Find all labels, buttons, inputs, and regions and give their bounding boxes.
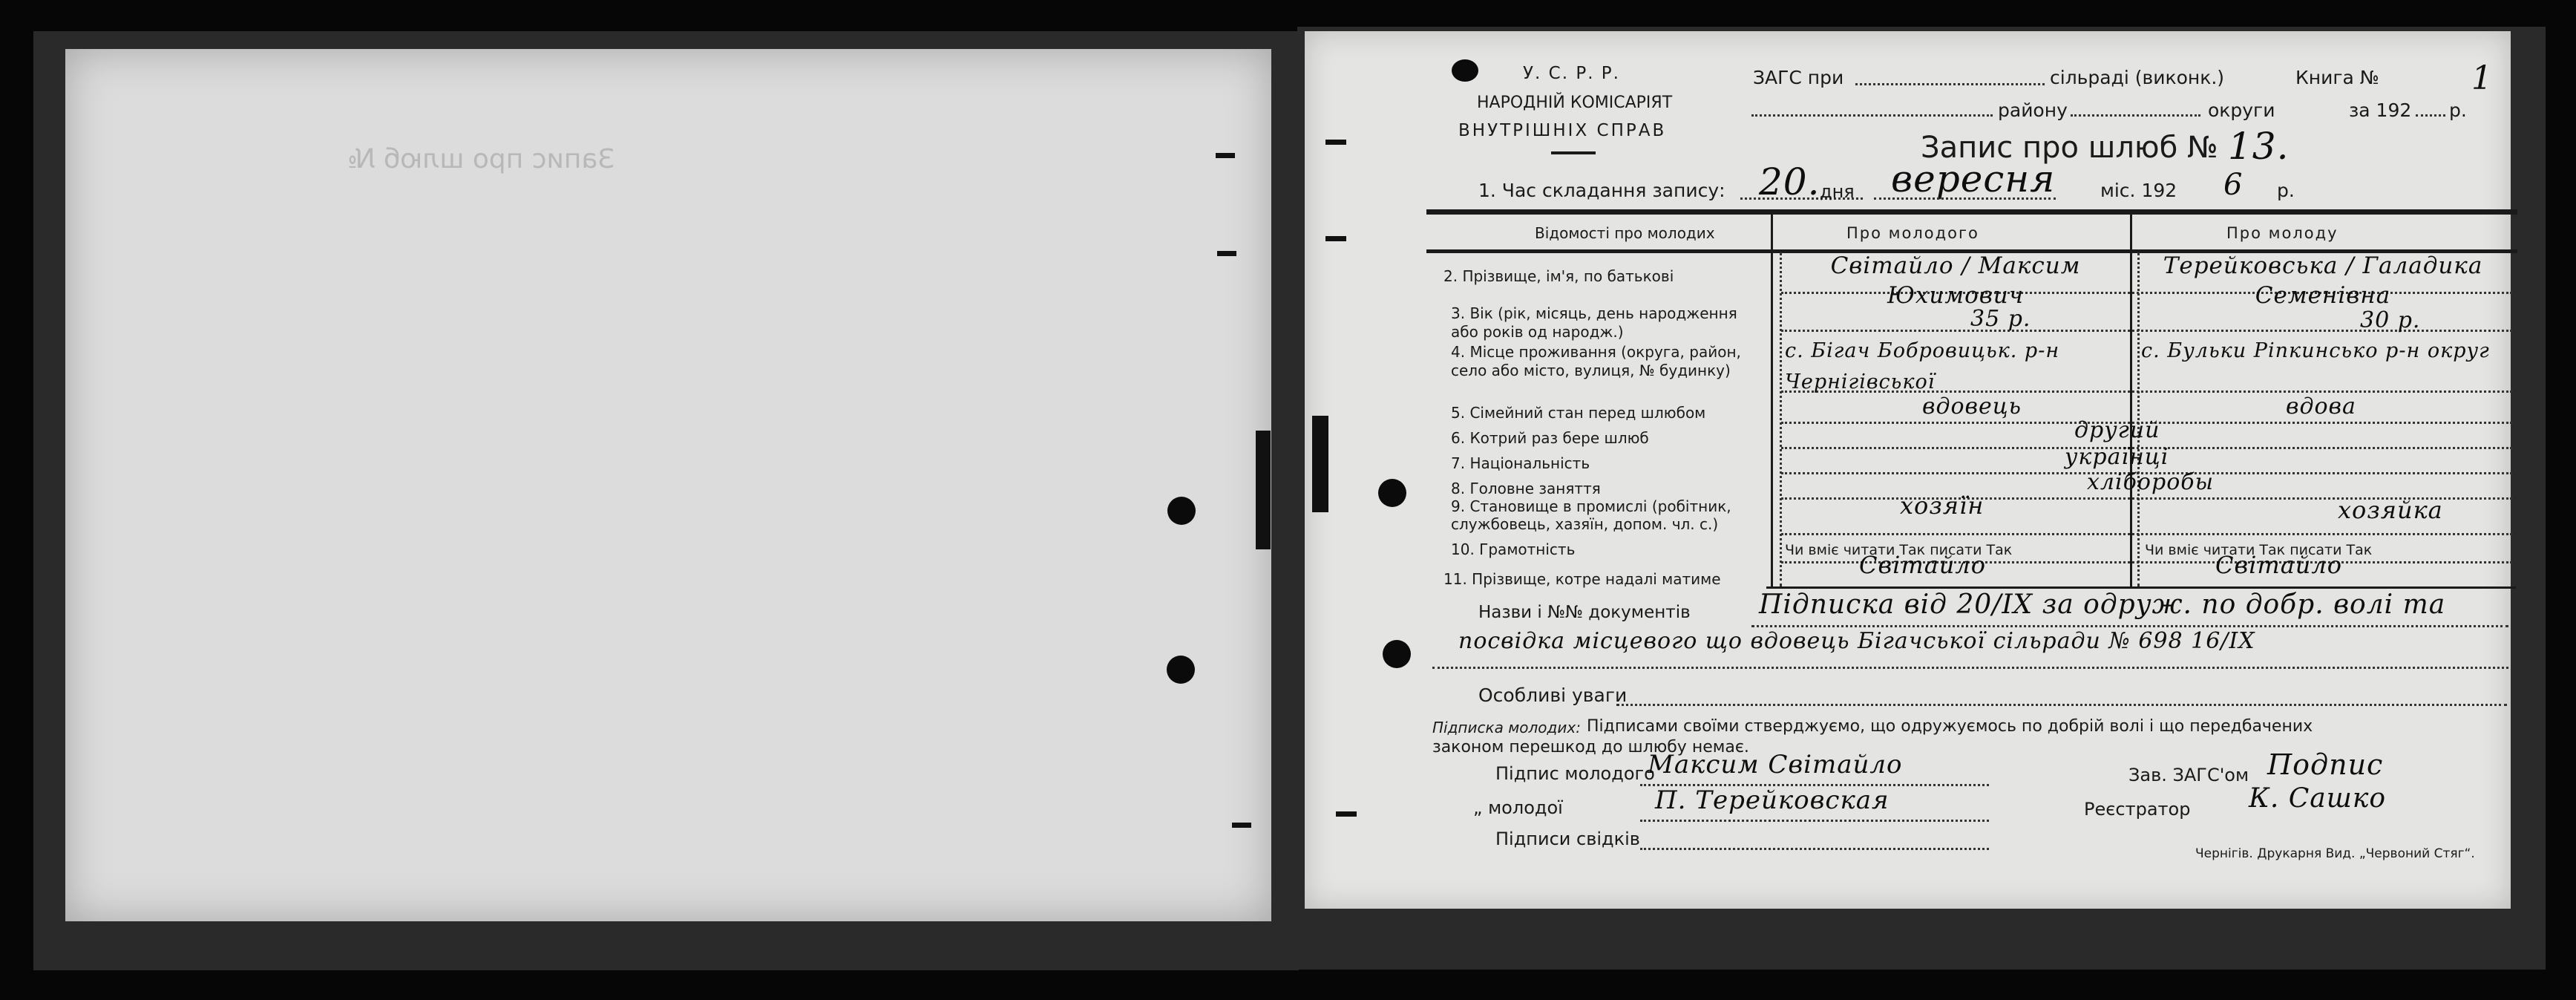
binding-hole [1167, 656, 1195, 684]
nationality: українці [2065, 444, 2169, 470]
documents-fill-line [1432, 667, 2508, 669]
okrug-fill-line [2071, 114, 2200, 117]
okrug-label: округи [2208, 99, 2275, 121]
statement-italic: Підписка молодих: [1432, 719, 1581, 736]
head-signature: Подпис [2267, 748, 2384, 781]
remarks-label: Особливі уваги [1478, 684, 1628, 706]
district-label: району [1998, 99, 2068, 121]
witnesses-line [1640, 848, 1989, 850]
groom-signature-label: Підпис молодого [1495, 763, 1655, 784]
row-label: 11. Прізвище, котре надалі матиме [1443, 570, 1721, 588]
date-month-line [1874, 197, 2056, 200]
printer-imprint: Чернігів. Друкарня Вид. „Червоний Стяг“. [2195, 846, 2475, 861]
record-title: Запис про шлюб № [1921, 131, 2218, 165]
col-groom-header: Про молодого [1846, 224, 1979, 242]
groom-signature: Максим Світайло [1648, 750, 1903, 780]
record-number: 13. [2228, 125, 2290, 168]
spine-tear [1256, 431, 1271, 549]
row-label: 3. Вік (рік, місяць, день народження або років од народж.) [1451, 304, 1737, 341]
binding-hole [1383, 640, 1411, 668]
zags-fill-line [1855, 83, 2045, 85]
commissariat-line2: ВНУТРІШНІХ СПРАВ [1458, 121, 1667, 140]
groom-status: вдовець [1922, 393, 2022, 419]
date-year-suffix: р. [2277, 180, 2295, 201]
binding-hole [1452, 59, 1478, 82]
binding-notch [1217, 251, 1236, 256]
bride-future-surname: Світайло [2215, 551, 2343, 579]
groom-future-surname: Світайло [1859, 551, 1987, 579]
header-divider [1551, 151, 1596, 154]
row-label: 8. Головне заняття [1451, 480, 1601, 497]
witnesses-label: Підписи свідків [1495, 829, 1640, 849]
col-divider [2130, 212, 2132, 587]
row-label: 10. Грамотність [1451, 540, 1576, 558]
date-month: вересня [1891, 157, 2056, 200]
bride-role: хозяйка [2338, 496, 2443, 524]
bride-signature: П. Терейковская [1655, 785, 1890, 815]
year-label: за 192 [2349, 99, 2412, 121]
bride-literacy: Чи вміє читати Так писати Так [2145, 542, 2373, 558]
book-number: 1 [2471, 59, 2493, 97]
binding-notch [1325, 140, 1346, 145]
commissariat-line1: НАРОДНІЙ КОМІСАРІЯТ [1477, 94, 1673, 112]
zags-label: ЗАГС при [1753, 67, 1844, 88]
table-top-rule [1426, 209, 2517, 215]
bride-signature-line [1640, 820, 1989, 822]
row-line [1781, 533, 2512, 535]
registrar-label: Реєстратор [2084, 799, 2191, 820]
documents-line1: Підписка від 20/IX за одруж. по добр. волі та [1759, 589, 2446, 620]
marriage-count: другий [2074, 417, 2160, 443]
binding-notch [1216, 153, 1235, 158]
spine-tear [1312, 416, 1328, 512]
col-divider-dotted [1780, 252, 1782, 586]
council-label: сільраді (виконк.) [2050, 67, 2225, 88]
binding-hole [1378, 479, 1406, 507]
documents-fill-line [1751, 625, 2508, 627]
statement-text1: Підписами своїми стверджуємо, що одружуємось по добрій волі і що передбачених [1587, 717, 2313, 736]
bride-signature-label: „ молодої [1473, 797, 1563, 818]
documents-label: Назви і №№ документів [1478, 603, 1691, 622]
row-label: 6. Котрий раз бере шлюб [1451, 429, 1649, 447]
bride-age: 30 р. [2360, 307, 2421, 333]
registrar-signature: К. Сашко [2249, 783, 2387, 814]
table-bottom-rule [1766, 586, 2516, 589]
col-info-header: Відомості про молодих [1535, 224, 1715, 242]
date-year-digit: 6 [2223, 168, 2244, 202]
col-bride-header: Про молоду [2226, 224, 2339, 242]
groom-role: хозяїн [1900, 491, 1985, 520]
date-day-word: дня [1820, 181, 1855, 202]
binding-notch [1325, 236, 1346, 241]
occupation: хліборобы [2087, 469, 2214, 495]
remarks-fill-line [1616, 704, 2507, 706]
year-suffix: р. [2449, 99, 2467, 121]
bride-name: Терейковська / Галадика Семенівна [2163, 252, 2483, 309]
bride-status: вдова [2286, 393, 2356, 419]
documents-line2: посвідка місцевого що вдовець Бігачської сільради № 698 16/IX [1458, 628, 2255, 654]
col-divider [1771, 212, 1773, 587]
row-label: 4. Місце проживання (округа, район, село або місто, вулиця, № будинку) [1451, 343, 1741, 379]
binding-notch [1336, 811, 1357, 817]
left-page-bleed-title: Запис про шлюб № [347, 144, 615, 174]
republic-label: У. С. Р. Р. [1523, 64, 1620, 83]
groom-age: 35 р. [1970, 306, 2031, 332]
book-label: Книга № [2295, 67, 2379, 88]
row-label: 2. Прізвище, ім'я, по батькові [1443, 267, 1674, 285]
date-day: 20. [1759, 160, 1820, 203]
binding-hole [1167, 497, 1196, 525]
bride-residence: с. Бульки Ріпкинсько р-н округ [2141, 339, 2490, 362]
year-fill-line [2416, 114, 2445, 117]
row-label: 9. Становище в промислі (робітник, службовець, хазяїн, допом. чл. с.) [1451, 497, 1731, 533]
row-label: 5. Сімейний стан перед шлюбом [1451, 404, 1706, 422]
statement-text2: законом перешкод до шлюбу немає. [1432, 738, 1749, 756]
date-line-label: 1. Час складання запису: [1478, 180, 1725, 201]
head-label: Зав. ЗАГС'ом [2128, 765, 2249, 785]
groom-literacy: Чи вміє читати Так писати Так [1785, 542, 2013, 558]
row-label: 7. Національність [1451, 454, 1590, 472]
groom-residence: с. Бігач Бобровицьк. р-н Чернігівської [1785, 339, 2060, 393]
date-month-word: міс. 192 [2100, 180, 2177, 201]
groom-name: Світайло / Максим Юхимович [1830, 252, 2081, 309]
left-page [65, 49, 1271, 921]
district-fill-line [1751, 114, 1993, 117]
binding-notch [1232, 823, 1251, 828]
